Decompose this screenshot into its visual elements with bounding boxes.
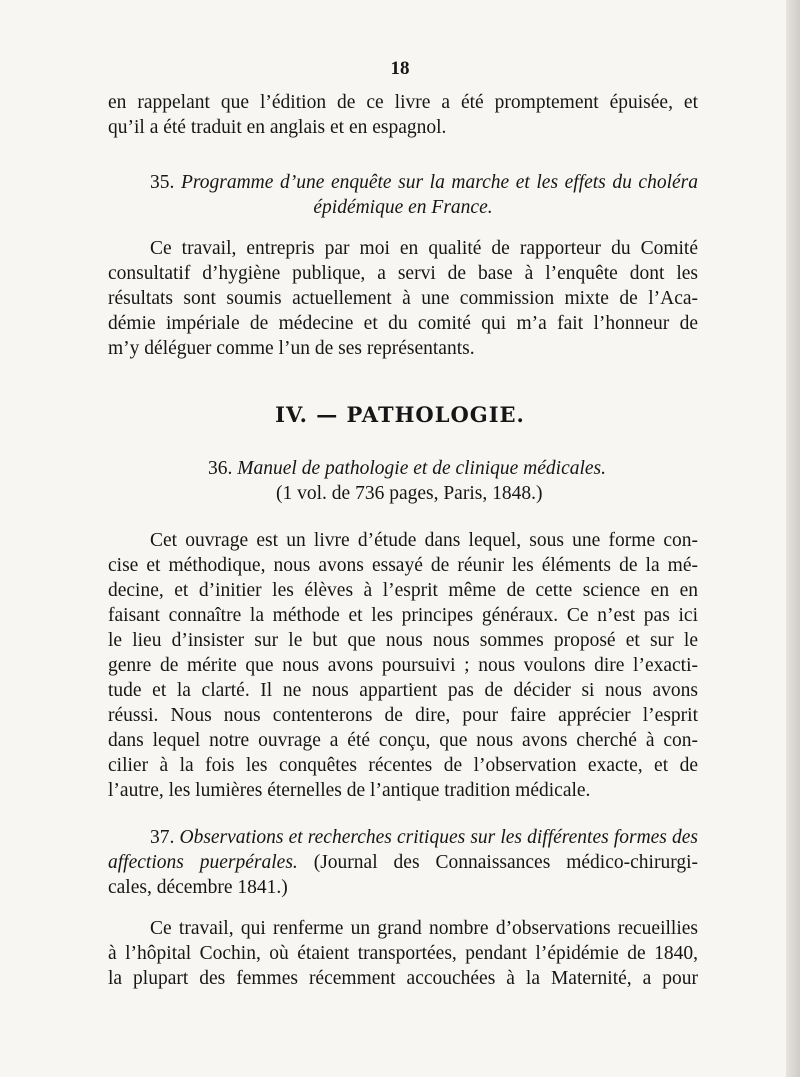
text-line: démie impériale de médecine et du comité qui m’a fait l’honneur de [108, 313, 698, 334]
text-line: cilier à la fois les conquêtes récentes de l’observation exacte, et de [108, 755, 698, 776]
entry-number: 35. [150, 172, 175, 193]
entry-title-line [108, 456, 698, 481]
text-line: en rappelant que l’édition de ce livre a été promptement épuisée, et [108, 92, 698, 113]
entry-title: Observations et recherches critiques sur les différentes formes des [179, 827, 698, 848]
text-line: faisant connaître la méthode et les principes généraux. Ce n’est pas ici [108, 605, 698, 626]
page-number: 18 [390, 58, 410, 79]
text-line: la plupart des femmes récemment accouchées à la Maternité, a pour [108, 968, 698, 989]
text-line: qu’il a été traduit en anglais et en espagnol. [108, 117, 447, 138]
entry-36-title [108, 456, 698, 506]
text-line: le lieu d’insister sur le but que nous nous sommes proposé et sur le [108, 630, 698, 651]
intro-paragraph [108, 90, 698, 140]
text-line: genre de mérite que nous avons poursuivi ; nous voulons dire l’exacti- [108, 655, 698, 676]
entry-number: 36. [208, 458, 233, 479]
entry-36-body [108, 528, 698, 803]
section-heading: IV. — PATHOLOGIE. [275, 402, 525, 427]
entry-37-body [108, 916, 698, 991]
entry-title: affections puerpérales. [108, 852, 298, 873]
page-edge-shadow [786, 0, 800, 1077]
entry-title-line [108, 850, 698, 875]
entry-title: Programme d’une enquête sur la marche et les effets du choléra [180, 172, 698, 193]
entry-35-body [108, 236, 698, 361]
text-line: tude et la clarté. Il ne nous appartient pas de décider si nous avons [108, 680, 698, 701]
text-line: Cet ouvrage est un livre d’étude dans lequel, sous une forme con- [150, 530, 698, 551]
text-line: réussi. Nous nous contenterons de dire, pour faire apprécier l’esprit [108, 705, 698, 726]
entry-title: Manuel de pathologie et de clinique médicales. [237, 458, 607, 479]
entry-title-line [108, 825, 698, 850]
entry-source: cales, décembre 1841.) [108, 877, 288, 898]
entry-title-line: épidémique en France. [313, 197, 493, 218]
text-line: decine, et d’initier les élèves à l’esprit même de cette science en en [108, 580, 698, 601]
entry-title-line [108, 170, 698, 195]
text-line: consultatif d’hygiène publique, a servi de base à l’enquête dont les [108, 263, 698, 284]
text-line: à l’hôpital Cochin, où étaient transportées, pendant l’épidémie de 1840, [108, 943, 698, 964]
text-line: dans lequel notre ouvrage a été conçu, que nous avons cherché à con- [108, 730, 698, 751]
text-line: Ce travail, entrepris par moi en qualité de rapporteur du Comité [150, 238, 698, 259]
text-line: cise et méthodique, nous avons essayé de réunir les éléments de la mé- [108, 555, 698, 576]
entry-number: 37. [150, 827, 175, 848]
text-line: résultats sont soumis actuellement à une commission mixte de l’Aca- [108, 288, 698, 309]
entry-source: (Journal des Connaissances médico-chirurgi- [297, 852, 698, 873]
text-line: m’y déléguer comme l’un de ses représentants. [108, 338, 475, 359]
text-line: l’autre, les lumières éternelles de l’antique tradition médicale. [108, 780, 591, 801]
text-line: Ce travail, qui renferme un grand nombre d’observations recueillies [150, 918, 698, 939]
entry-subtitle: (1 vol. de 736 pages, Paris, 1848.) [276, 483, 543, 504]
entry-35-title [108, 170, 698, 220]
entry-37-title [108, 825, 698, 900]
